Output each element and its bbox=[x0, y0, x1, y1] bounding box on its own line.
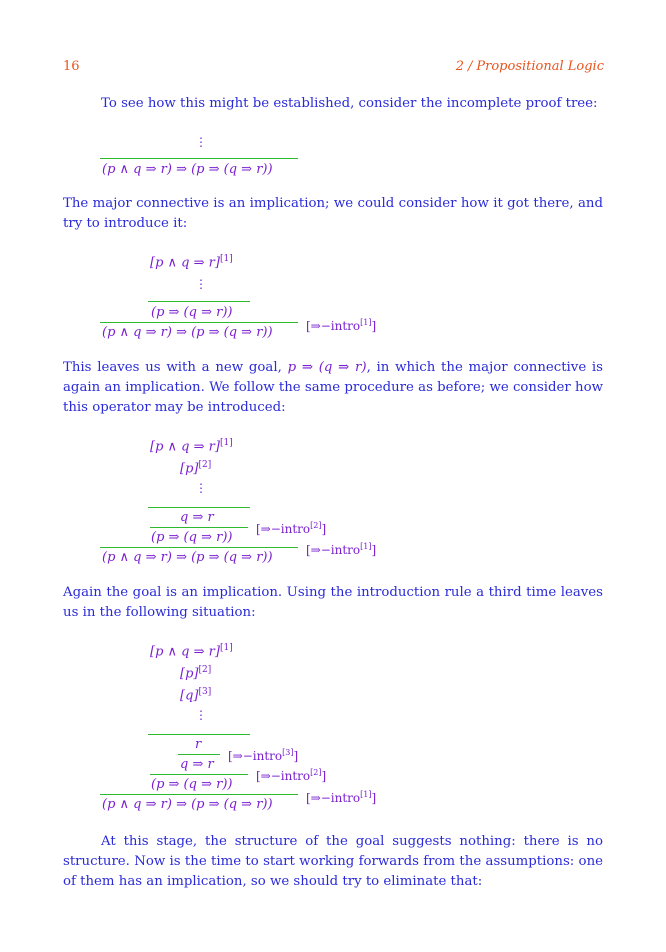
inference-line bbox=[148, 507, 250, 508]
inference-line bbox=[150, 527, 248, 528]
inference-line bbox=[150, 774, 248, 775]
q-implies-r: q ⇒ r bbox=[180, 510, 214, 525]
goal-formula: (p ∧ q ⇒ r) ⇒ (p ⇒ (q ⇒ r)) bbox=[102, 550, 273, 565]
assumption-2: [p][2] bbox=[180, 665, 212, 682]
sub-goal-formula: (p ⇒ (q ⇒ r)) bbox=[151, 305, 233, 320]
vdots: ⋮ bbox=[195, 481, 207, 495]
inference-line bbox=[100, 322, 298, 323]
q-implies-r: q ⇒ r bbox=[180, 757, 214, 772]
inference-line bbox=[100, 158, 298, 159]
paragraph-1: To see how this might be established, consider the incomplete proof tree: bbox=[101, 96, 598, 111]
paragraph-2: The major connective is an implication; we could consider how it got there, and try to introduce it: bbox=[63, 196, 603, 231]
assumption-1: [p ∧ q ⇒ r][1] bbox=[150, 643, 233, 660]
running-head: 2 / Propositional Logic bbox=[455, 59, 604, 74]
vdots: ⋮ bbox=[195, 708, 207, 722]
rule-label: [⇒−intro[2]] bbox=[256, 768, 327, 783]
chapter-title: Propositional Logic bbox=[476, 59, 604, 74]
inference-line bbox=[148, 301, 250, 302]
inference-line bbox=[100, 794, 298, 795]
assumption-1: [p ∧ q ⇒ r][1] bbox=[150, 254, 233, 271]
sub-goal-formula: (p ⇒ (q ⇒ r)) bbox=[151, 777, 233, 792]
chapter-number: 2 bbox=[455, 59, 464, 74]
rule-label: [⇒−intro[1]] bbox=[306, 790, 377, 805]
sub-goal-formula: (p ⇒ (q ⇒ r)) bbox=[151, 530, 233, 545]
inference-line bbox=[148, 734, 250, 735]
paragraph-5: At this stage, the structure of the goal suggests nothing: there is no structure. Now is the time to start working forwards from the assumptions: one of them has an implication, so we should try to eliminate that: bbox=[63, 834, 603, 889]
assumption-3: [q][3] bbox=[180, 687, 212, 704]
rule-label: [⇒−intro[1]] bbox=[306, 318, 377, 333]
vdots: ⋮ bbox=[195, 135, 207, 149]
r-formula: r bbox=[195, 737, 202, 752]
rule-label: [⇒−intro[3]] bbox=[228, 748, 299, 763]
goal-formula: (p ∧ q ⇒ r) ⇒ (p ⇒ (q ⇒ r)) bbox=[102, 325, 273, 340]
assumption-1: [p ∧ q ⇒ r][1] bbox=[150, 438, 233, 455]
paragraph-3: This leaves us with a new goal, p ⇒ (q ⇒ r), in which the major connective is again an implication. We follow the same procedure as before; we consider how this operator may be introduced: bbox=[63, 360, 604, 415]
assumption-2: [p][2] bbox=[180, 460, 212, 477]
inference-line bbox=[178, 754, 220, 755]
page-number: 16 bbox=[63, 59, 80, 74]
paragraph-4: Again the goal is an implication. Using the introduction rule a third time leaves us in the following situation: bbox=[63, 585, 603, 620]
rule-label: [⇒−intro[1]] bbox=[306, 542, 377, 557]
goal-formula: (p ∧ q ⇒ r) ⇒ (p ⇒ (q ⇒ r)) bbox=[102, 797, 273, 812]
inference-line bbox=[100, 547, 298, 548]
goal-formula: (p ∧ q ⇒ r) ⇒ (p ⇒ (q ⇒ r)) bbox=[102, 162, 273, 177]
rule-label: [⇒−intro[2]] bbox=[256, 521, 327, 536]
inline-goal: p ⇒ (q ⇒ r) bbox=[287, 360, 367, 375]
vdots: ⋮ bbox=[195, 277, 207, 291]
